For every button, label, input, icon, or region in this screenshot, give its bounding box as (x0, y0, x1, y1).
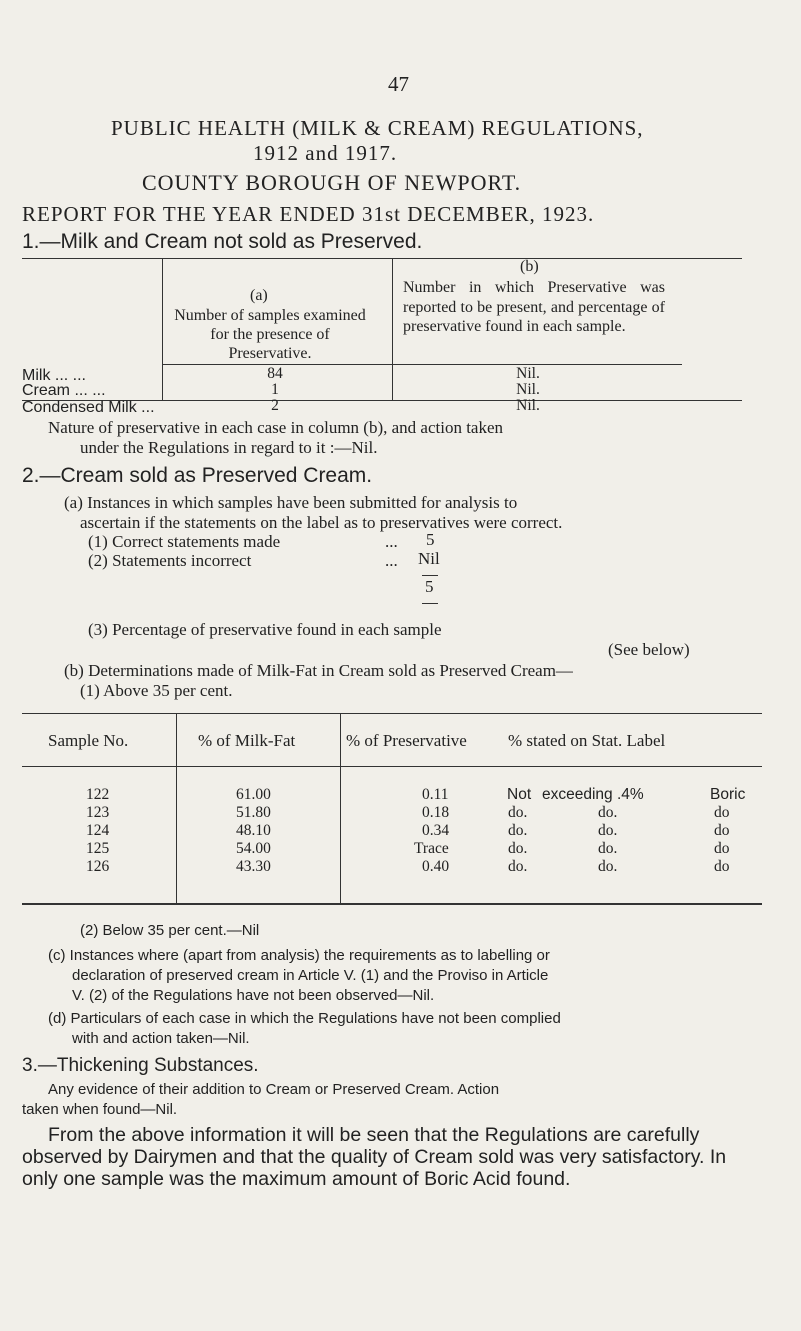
row-123-no: 123 (86, 804, 110, 821)
header-milk-fat: % of Milk-Fat (198, 731, 296, 750)
milk-preservative: Nil. (516, 365, 540, 382)
row-123-pres: 0.18 (422, 804, 450, 821)
table2-header-rule (22, 766, 762, 767)
borough-heading: COUNTY BOROUGH OF NEWPORT. (142, 170, 522, 195)
row-124-pres: 0.34 (422, 822, 450, 839)
row-122-fat: 61.00 (236, 786, 271, 803)
incorrect-statements-value: Nil (418, 549, 440, 568)
table1-top-rule (22, 258, 742, 259)
total-rule-top (422, 575, 438, 576)
header-preservative: % of Preservative (346, 731, 467, 750)
table2-col-divider-2 (340, 713, 341, 903)
table1-col-divider-2 (392, 258, 393, 401)
col-b-label: (b) (520, 258, 539, 275)
see-below: (See below) (608, 640, 690, 659)
document-title-years: 1912 and 1917. (253, 141, 398, 165)
row-122-no: 122 (86, 786, 110, 803)
row-126-no: 126 (86, 858, 110, 875)
section-2-title: 2.—Cream sold as Preserved Cream. (22, 464, 373, 487)
correct-statements-dots: ... (385, 532, 398, 551)
row-126-stated-3: do (714, 858, 730, 875)
incorrect-statements-dots: ... (385, 551, 398, 570)
row-126-fat: 43.30 (236, 858, 271, 875)
row-126-pres: 0.40 (422, 858, 450, 875)
section-2b-line2: (1) Above 35 per cent. (80, 681, 233, 700)
row-122-stated-2: exceeding .4% (542, 786, 644, 803)
row-124-fat: 48.10 (236, 822, 271, 839)
cream-samples: 1 (271, 381, 279, 398)
section-2c-line2: declaration of preserved cream in Article V. (1) and the Proviso in Article (72, 967, 549, 984)
statements-total: 5 (425, 577, 434, 596)
row-125-no: 125 (86, 840, 110, 857)
row-123-stated-3: do (714, 804, 730, 821)
nature-note-line2: under the Regulations in regard to it :—Nil. (80, 438, 378, 457)
section-3-line1: Any evidence of their addition to Cream or Preserved Cream. Action (48, 1081, 500, 1098)
row-125-stated-2: do. (598, 840, 618, 857)
row-122-stated-1: Not (507, 786, 532, 803)
section-3-title: 3.—Thickening Substances. (22, 1055, 259, 1076)
correct-statements-value: 5 (426, 530, 435, 549)
row-label-cream: Cream ... ... (22, 382, 106, 399)
nature-note-line1: Nature of preservative in each case in column (b), and action taken (48, 418, 504, 437)
section-3-line2: taken when found—Nil. (22, 1101, 178, 1118)
row-122-pres: 0.11 (422, 786, 449, 803)
row-125-pres: Trace (414, 840, 449, 857)
conclusion-paragraph: From the above information it will be seen that the Regulations are carefully observed by Dairymen and that the quality of Cream sold was very satisfactory. In only one sample was the maximum amount of Boric Acid found. (22, 1124, 727, 1190)
table2-top-rule (22, 713, 762, 714)
row-125-stated-3: do (714, 840, 730, 857)
section-2a-line2: ascertain if the statements on the label as to preservatives were correct. (80, 513, 563, 532)
correct-statements-label: (1) Correct statements made (88, 532, 281, 551)
section-2a-line1: (a) Instances in which samples have been submitted for analysis to (64, 493, 518, 512)
header-stated-label: % stated on Stat. Label (508, 731, 666, 750)
section-2d-line2: with and action taken—Nil. (72, 1030, 250, 1047)
document-title: PUBLIC HEALTH (MILK & CREAM) REGULATIONS, (111, 116, 644, 140)
section-1-title: 1.—Milk and Cream not sold as Preserved. (22, 230, 423, 253)
section-2c-line1: (c) Instances where (apart from analysis) the requirements as to labelling or (48, 947, 550, 964)
milk-samples: 84 (267, 365, 283, 382)
section-2b-line1: (b) Determinations made of Milk-Fat in Cream sold as Preserved Cream— (64, 661, 573, 680)
row-124-stated-1: do. (508, 822, 528, 839)
col-a-description: Number of samples examined for the presence of Preservative. (174, 307, 366, 362)
incorrect-statements-label: (2) Statements incorrect (88, 551, 252, 570)
row-label-condensed: Condensed Milk ... (22, 399, 155, 416)
header-sample-no: Sample No. (48, 731, 129, 750)
section-2d-line1: (d) Particulars of each case in which the Regulations have not been complied (48, 1010, 561, 1027)
row-124-stated-2: do. (598, 822, 618, 839)
cream-preservative: Nil. (516, 381, 540, 398)
condensed-samples: 2 (271, 397, 279, 414)
row-124-no: 124 (86, 822, 110, 839)
col-a-label: (a) (250, 287, 268, 304)
percentage-line: (3) Percentage of preservative found in each sample (88, 620, 442, 639)
row-label-milk: Milk ... ... (22, 367, 86, 384)
row-123-fat: 51.80 (236, 804, 271, 821)
page-number: 47 (388, 72, 409, 96)
table2-col-divider-1 (176, 713, 177, 903)
row-126-stated-2: do. (598, 858, 618, 875)
table2-bottom-rule (22, 903, 762, 905)
row-124-stated-3: do (714, 822, 730, 839)
table1-col-divider-1 (162, 258, 163, 401)
row-125-fat: 54.00 (236, 840, 271, 857)
row-125-stated-1: do. (508, 840, 528, 857)
row-123-stated-1: do. (508, 804, 528, 821)
row-126-stated-1: do. (508, 858, 528, 875)
below-35-line: (2) Below 35 per cent.—Nil (80, 922, 260, 939)
row-123-stated-2: do. (598, 804, 618, 821)
section-2c-line3: V. (2) of the Regulations have not been observed—Nil. (72, 987, 435, 1004)
condensed-preservative: Nil. (516, 397, 540, 414)
total-rule-bottom (422, 603, 438, 604)
col-b-description: Number in which Preservative was reported to be present, and percentage of preservative found in each sample. (403, 279, 665, 335)
row-122-stated-3: Boric (710, 786, 746, 803)
report-heading: REPORT FOR THE YEAR ENDED 31st DECEMBER, 1923. (22, 202, 595, 226)
